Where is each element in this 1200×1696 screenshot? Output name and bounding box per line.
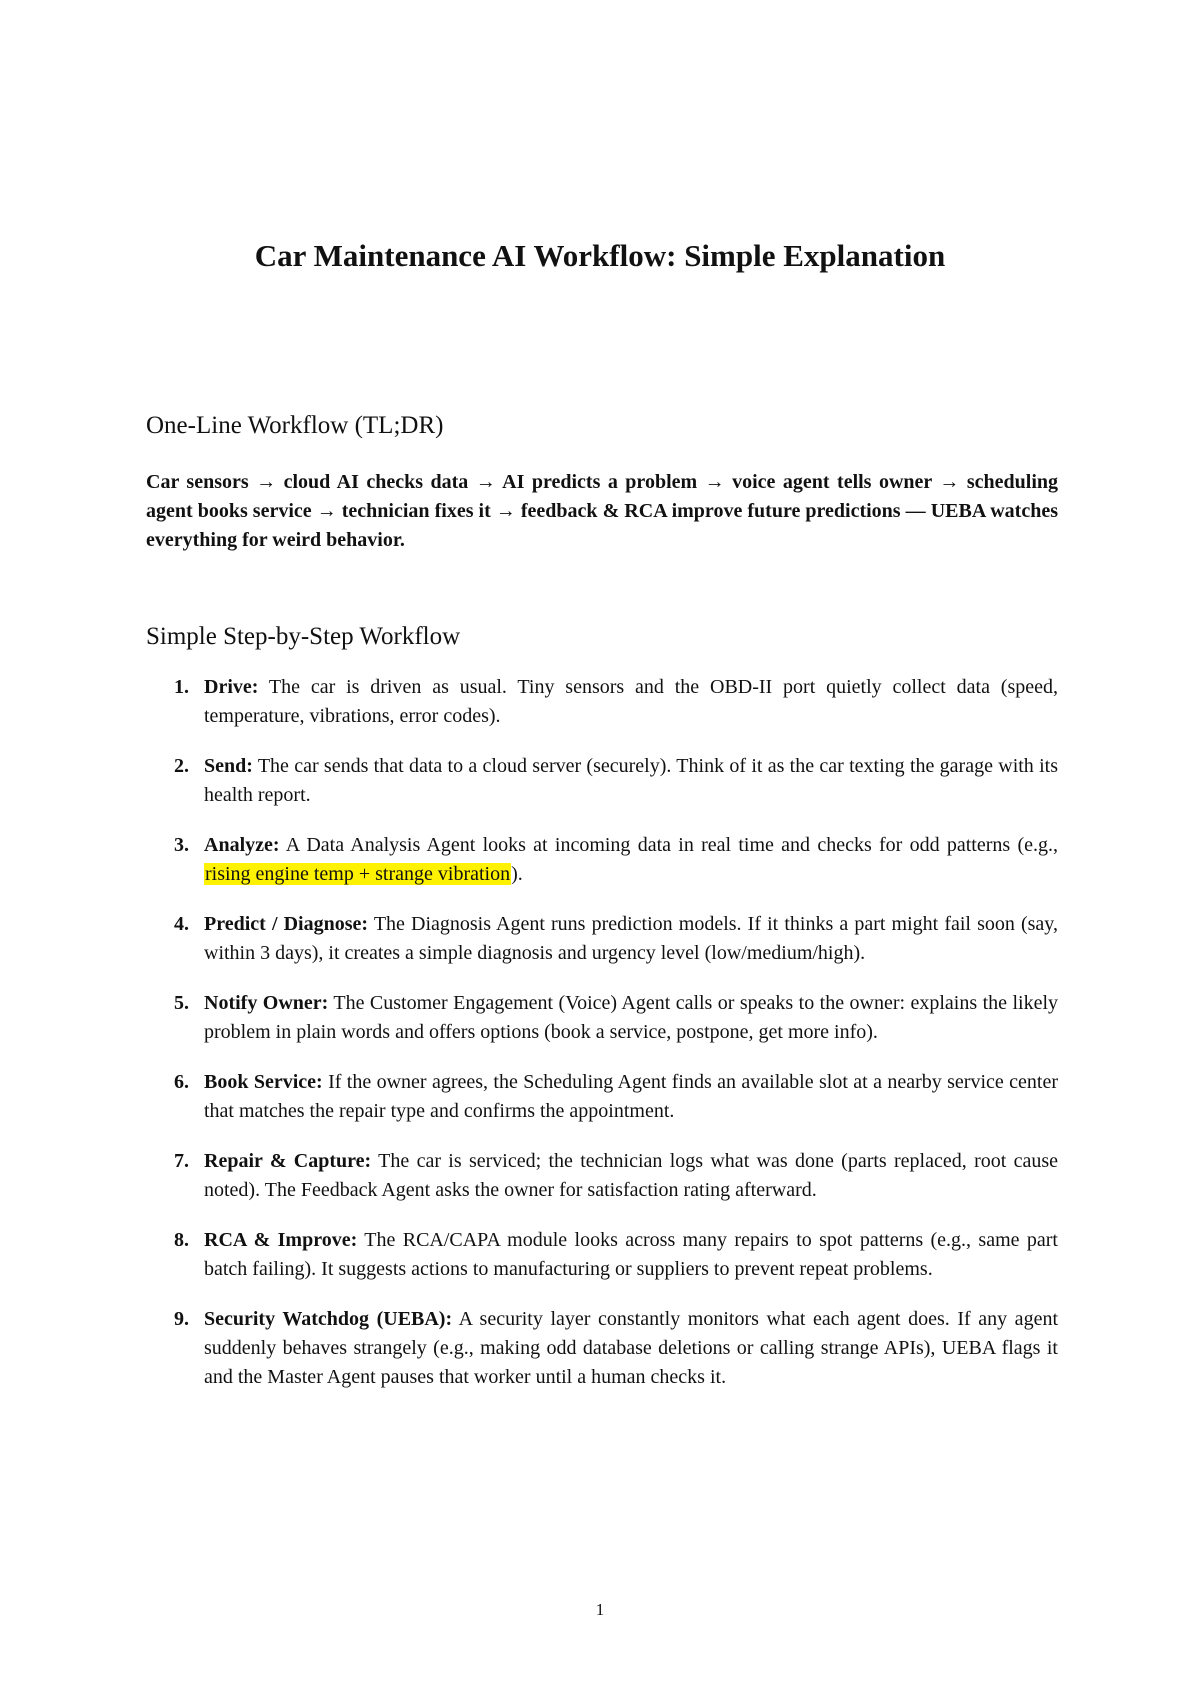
list-item bbox=[146, 989, 1058, 1047]
steps-heading: Simple Step-by-Step Workflow bbox=[146, 623, 461, 650]
list-item bbox=[146, 910, 1058, 968]
step-text: If the owner agrees, the Scheduling Agent finds an available slot at a nearby service center that matches the repair type and confirms the appointment. bbox=[204, 1071, 1058, 1122]
step-label: Send: bbox=[204, 755, 253, 777]
step-text: The Customer Engagement (Voice) Agent calls or speaks to the owner: explains the likely problem in plain words and offers options (book a service, postpone, get more info). bbox=[204, 992, 1059, 1043]
page-number: 1 bbox=[595, 1600, 605, 1619]
tldr-text: Car sensors → cloud AI checks data → AI predicts a problem → voice agent tells owner → scheduling agent books service → technician fixes it → feedback & RCA improve future predictions — UEBA watches everything for weird behavior. bbox=[146, 471, 1058, 551]
highlighted-text: rising engine temp + strange vibration bbox=[205, 863, 511, 885]
step-label: Book Service: bbox=[204, 1071, 323, 1093]
tldr-heading: One-Line Workflow (TL;DR) bbox=[146, 412, 444, 439]
step-number: 7. bbox=[174, 1150, 189, 1172]
step-label: Analyze: bbox=[204, 834, 280, 856]
step-number: 4. bbox=[174, 913, 189, 935]
step-text: The car is serviced; the technician logs what was done (parts replaced, root cause noted). The Feedback Agent asks the owner for satisfaction rating afterward. bbox=[204, 1150, 1059, 1201]
step-text: A security layer constantly monitors what each agent does. If any agent suddenly behaves strangely (e.g., making odd database deletions or calling strange APIs), UEBA flags it and the Master Agent pauses that worker until a human checks it. bbox=[204, 1308, 1058, 1388]
step-number: 9. bbox=[174, 1308, 189, 1330]
step-label: Security Watchdog (UEBA): bbox=[204, 1308, 453, 1330]
step-text: The car sends that data to a cloud server (securely). Think of it as the car texting the garage with its health report. bbox=[204, 755, 1058, 806]
list-item bbox=[146, 831, 1058, 889]
step-number: 6. bbox=[174, 1071, 189, 1093]
step-text: A Data Analysis Agent looks at incoming data in real time and checks for odd patterns (e.g., bbox=[279, 834, 1058, 856]
step-label: RCA & Improve: bbox=[204, 1229, 358, 1251]
step-number: 8. bbox=[174, 1229, 189, 1251]
step-label: Drive: bbox=[204, 676, 259, 698]
step-text-end: ). bbox=[511, 863, 523, 885]
document-body bbox=[146, 410, 1058, 1413]
list-item bbox=[146, 1147, 1058, 1205]
step-number: 1. bbox=[174, 676, 189, 698]
steps-section bbox=[146, 621, 1058, 1392]
tldr-section bbox=[146, 410, 1058, 555]
list-item bbox=[146, 752, 1058, 810]
step-number: 3. bbox=[174, 834, 189, 856]
step-number: 2. bbox=[174, 755, 189, 777]
step-text: The Diagnosis Agent runs prediction models. If it thinks a part might fail soon (say, within 3 days), it creates a simple diagnosis and urgency level (low/medium/high). bbox=[204, 913, 1059, 964]
list-item bbox=[146, 1226, 1058, 1284]
step-label: Predict / Diagnose: bbox=[204, 913, 369, 935]
step-label: Repair & Capture: bbox=[204, 1150, 372, 1172]
document-title: Car Maintenance AI Workflow: Simple Explanation bbox=[254, 238, 946, 273]
step-text: The car is driven as usual. Tiny sensors and the OBD-II port quietly collect data (speed, temperature, vibrations, error codes). bbox=[204, 676, 1058, 727]
step-text: The RCA/CAPA module looks across many repairs to spot patterns (e.g., same part batch failing). It suggests actions to manufacturing or suppliers to prevent repeat problems. bbox=[204, 1229, 1058, 1280]
list-item bbox=[146, 1068, 1058, 1126]
step-number: 5. bbox=[174, 992, 189, 1014]
steps-list bbox=[146, 673, 1058, 1392]
list-item bbox=[146, 673, 1058, 731]
step-label: Notify Owner: bbox=[204, 992, 329, 1014]
list-item bbox=[146, 1305, 1058, 1392]
